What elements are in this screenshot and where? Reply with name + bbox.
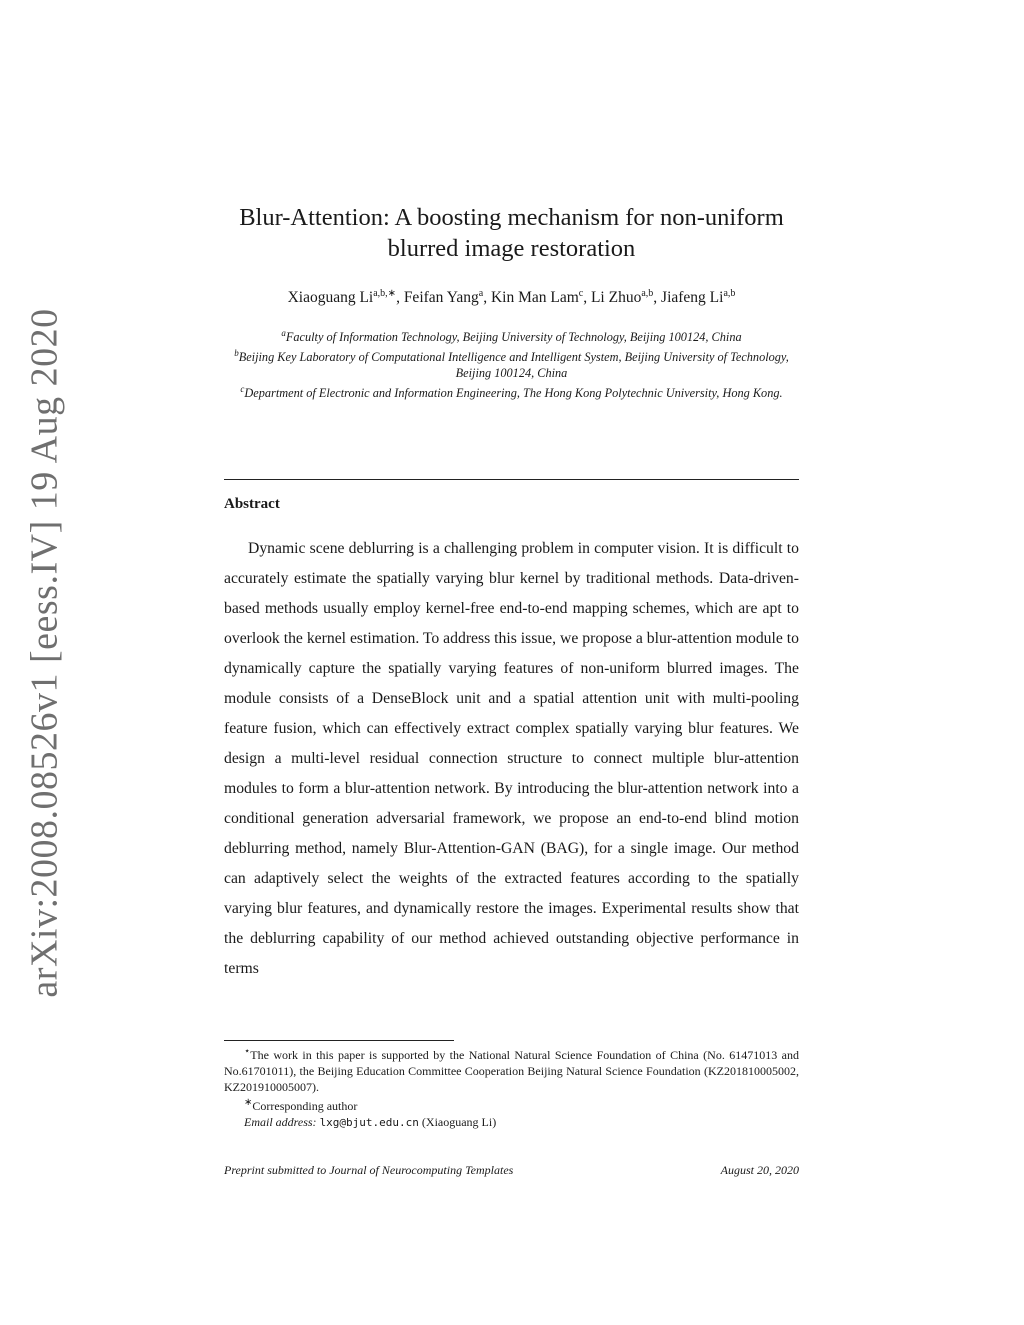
footnote-divider	[224, 1040, 454, 1041]
abstract-body: Dynamic scene deblurring is a challenging problem in computer vision. It is difficult to accurately estimate the spatially varying blur kernel by traditional methods. Data-driven-based methods usually employ kernel-free end-to-end mapping schemes, which are apt to overlook the kernel estimation. To address this issue, we propose a blur-attention module to dynamically capture the spatially varying features of non-uniform blurred images. The module consists of a DenseBlock unit and a spatial attention unit with multi-pooling feature fusion, which can effectively extract complex spatially varying blur features. We design a multi-level residual connection structure to connect multiple blur-attention modules to form a blur-attention network. By introducing the blur-attention network into a conditional generation adversarial framework, we propose an end-to-end blind motion deblurring method, namely Blur-Attention-GAN (BAG), for a single image. Our method can adaptively select the weights of the extracted features according to the spatially varying blur features, and dynamically restore the images. Experimental results show that the deblurring capability of our method achieved outstanding objective performance in terms	[224, 540, 799, 977]
title-line-2: blurred image restoration	[387, 235, 636, 262]
funding-footnote: ⋆The work in this paper is supported by the National Natural Science Foundation of China (No. 61471013 and No.61701011), the Beijing Education Committee Cooperation Beijing Natural Science Foundation (KZ201810005002, KZ201910005007).	[224, 1046, 799, 1094]
author: Kin Man Lam$^c$,	[490, 288, 591, 307]
affiliation: $^b$Beijing Key Laboratory of Computational Intelligence and Intelligent System, Beijing University of Technology, Beijing 100124, China	[234, 348, 789, 381]
corresponding-footnote: ∗Corresponding author	[244, 1097, 358, 1113]
header-divider	[224, 479, 799, 480]
title-line-1: Blur-Attention: A boosting mechanism for non-uniform	[239, 204, 784, 231]
affiliation: $^a$Faculty of Information Technology, Beijing University of Technology, Beijing 100124, China	[281, 328, 742, 345]
footer-journal: Preprint submitted to Journal of Neurocomputing Templates	[224, 1163, 514, 1177]
arxiv-identifier	[22, 308, 68, 998]
author: Li Zhuo$^{a,b}$,	[590, 288, 662, 307]
abstract-heading: Abstract	[224, 496, 280, 512]
footer-date: August 20, 2020	[720, 1163, 799, 1177]
author: Jiafeng Li$^{a,b}$	[661, 288, 736, 307]
author: Xiaoguang $Li^{a,b,∗}$,	[287, 288, 404, 307]
author-list	[224, 288, 799, 307]
arxiv-identifier-text: arXiv:2008.08526v1 [eess.IV] 19 Aug 2020	[24, 308, 67, 998]
footnotes	[224, 1044, 799, 1131]
email-footnote: Email address: lxg@bjut.edu.cn (Xiaoguang Li)	[244, 1115, 497, 1129]
affiliations	[224, 325, 799, 401]
page-footer	[224, 1163, 799, 1178]
affiliation: $^c$Department of Electronic and Information Engineering, The Hong Kong Polytechnic University, Hong Kong.	[240, 384, 783, 401]
paper-title	[224, 202, 799, 264]
author: Feifan Yang$^a$,	[403, 288, 491, 307]
email-link[interactable]: lxg@bjut.edu.cn	[319, 1116, 419, 1129]
